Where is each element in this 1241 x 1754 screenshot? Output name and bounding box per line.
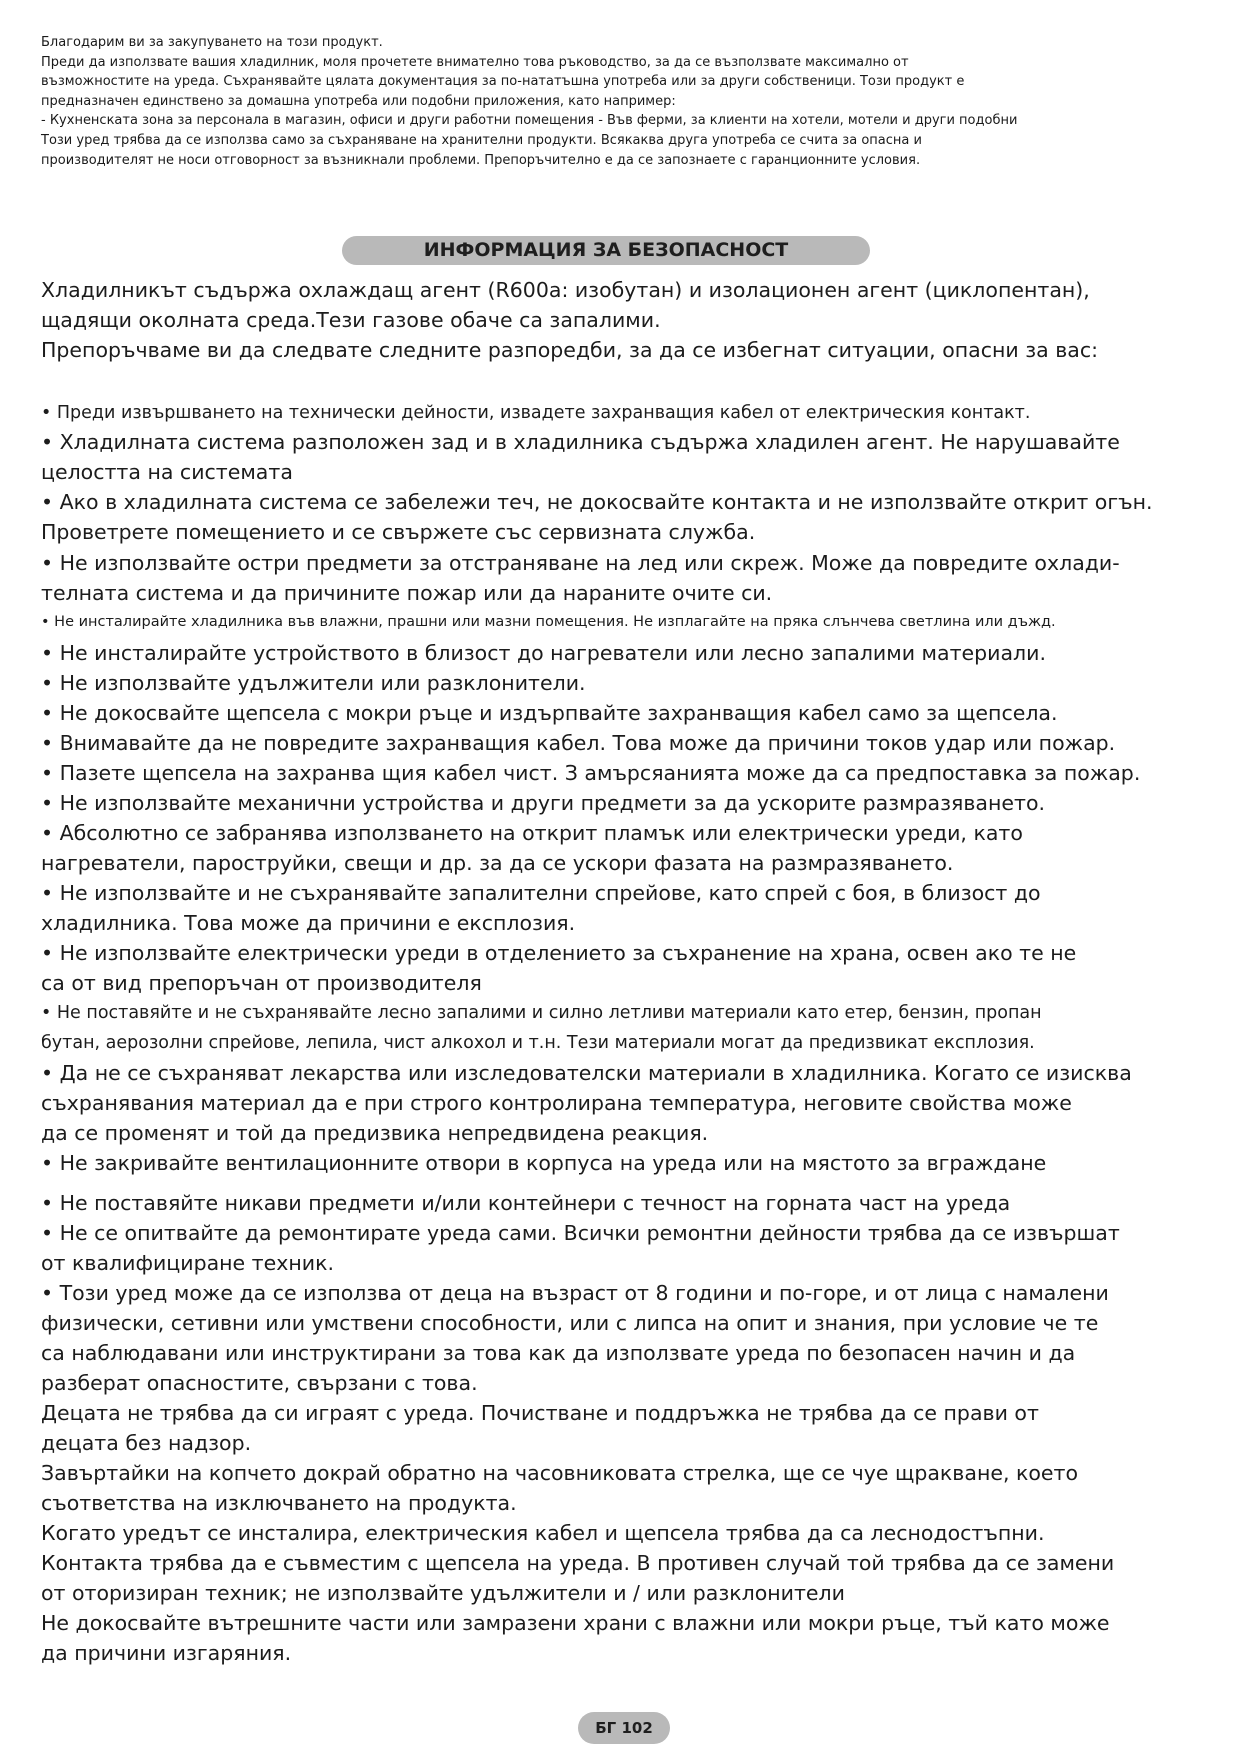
bullet-item: • Не закривайте вентилационните отвори в корпуса на уреда или на мястото за вграждане: [41, 1151, 1047, 1175]
bullet-item: • Да не се съхраняват лекарства или изследователски материали в хладилника. Когато се изисква: [41, 1061, 1132, 1085]
body-line: Проветрете помещението и се свържете със сервизната служба.: [41, 520, 756, 544]
bullet-item: • Пазете щепсела на захранва щия кабел чист. З амърсяанията може да са предпоставка за пожар.: [41, 761, 1141, 785]
body-line: Не докосвайте вътрешните части или замразени храни с влажни или мокри ръце, тъй като може: [41, 1611, 1110, 1635]
intro-line: - Кухненската зона за персонала в магазин, офиси и други работни помещения: [41, 113, 595, 129]
body-line: Децата не трябва да си играят с уреда. Почистване и поддръжка не трябва да се прави от: [41, 1401, 1039, 1425]
body-line: Хладилникът съдържа охлаждащ агент (R600a: изобутан) и изолационен агент (циклопентан),: [41, 278, 1090, 302]
bullet-item: • Не използвайте удължители или разклонители.: [41, 671, 586, 695]
body-line: бутан, аерозолни спрейове, лепила, чист алкохол и т.н. Тези материали могат да предизвикат експлозия.: [41, 1033, 1035, 1053]
body-line: децата без надзор.: [41, 1431, 252, 1455]
bullet-item: • Не се опитвайте да ремонтирате уреда сами. Всички ремонтни дейности трябва да се извършат: [41, 1221, 1120, 1245]
bullet-item: • Внимавайте да не повредите захранващия кабел. Това може да причини токов удар или пожар.: [41, 731, 1116, 755]
bullet-item: • Ако в хладилната система се забележи теч, не докосвайте контакта и не използвайте открит огън.: [41, 490, 1153, 514]
body-line: да причини изгаряния.: [41, 1641, 292, 1665]
body-line: целостта на системата: [41, 460, 293, 484]
body-line: са наблюдавани или инструктирани за това как да използвате уреда по безопасен начин и да: [41, 1341, 1076, 1365]
body-line: Препоръчваме ви да следвате следните разпоредби, за да се избегнат ситуации, опасни за вас:: [41, 338, 1099, 362]
body-line: Контакта трябва да е съвместим с щепсела на уреда. В противен случай той трябва да се замени: [41, 1551, 1115, 1575]
bullet-item: • Не използвайте механични устройства и други предмети за да ускорите размразяването.: [41, 791, 1046, 815]
intro-line: предназначен единствено за домашна употреба или подобни приложения, като например:: [41, 93, 676, 109]
intro-line: възможностите на уреда. Съхранявайте цялата документация за по-нататъшна употреба или за други собственици. Този продукт е: [41, 74, 965, 90]
body-line: от оторизиран техник; не използвайте удължители и / или разклонители: [41, 1581, 845, 1605]
bullet-item: • Не докосвайте щепсела с мокри ръце и издърпвайте захранващия кабел само за щепсела.: [41, 701, 1058, 725]
bullet-item: • Не поставяйте и не съхранявайте лесно запалими и силно летливи материали като етер, бензин, пропан: [41, 1003, 1042, 1023]
body-line: физически, сетивни или умствени способности, или с липса на опит и знания, при условие че те: [41, 1311, 1099, 1335]
body-line: Когато уредът се инсталира, електрическия кабел и щепсела трябва да са леснодостъпни.: [41, 1521, 1045, 1545]
bullet-item: • Не използвайте и не съхранявайте запалителни спрейове, като спрей с боя, в близост до: [41, 881, 1041, 905]
body-line: разберат опасностите, свързани с това.: [41, 1371, 478, 1395]
section-title: ИНФОРМАЦИЯ ЗА БЕЗОПАСНОСТ: [342, 236, 870, 265]
body-line: от квалифициране техник.: [41, 1251, 334, 1275]
bullet-item: • Този уред може да се използва от деца на възраст от 8 години и по-горе, и от лица с намалени: [41, 1281, 1109, 1305]
intro-line: Преди да използвате вашия хладилник, моля прочетете внимателно това ръководство, за да се възползвате максимално от: [41, 54, 909, 70]
bullet-item: • Преди извършването на технически дейности, извадете захранващия кабел от електрическия контакт.: [41, 403, 1031, 423]
bullet-item: • Не използвайте електрически уреди в отделението за съхранение на храна, освен ако те не: [41, 941, 1077, 965]
bullet-item: • Не инсталирайте устройството в близост до нагреватели или лесно запалими материали.: [41, 641, 1046, 665]
bullet-item: • Не инсталирайте хладилника във влажни, прашни или мазни помещения. Не изплагайте на пряка слънчева светлина или дъжд.: [41, 614, 1056, 630]
intro-line: Благодарим ви за закупуването на този продукт.: [41, 35, 383, 50]
body-line: са от вид препоръчан от производителя: [41, 971, 482, 995]
bullet-item: • Хладилната система разположен зад и в хладилника съдържа хладилен агент. Не нарушавайте: [41, 430, 1120, 454]
bullet-item: • Не поставяйте никави предмети и/или контейнери с течност на горната част на уреда: [41, 1191, 1011, 1215]
page-number: БГ 102: [578, 1712, 670, 1744]
intro-line: - Във ферми, за клиенти на хотели, мотели и други подобни: [598, 113, 1018, 129]
body-line: нагреватели, пароструйки, свещи и др. за да се ускори фазата на размразяването.: [41, 851, 954, 875]
body-line: щадящи околната среда.Тези газове обаче са запалими.: [41, 308, 661, 332]
bullet-item: • Не използвайте остри предмети за отстраняване на лед или скреж. Може да повредите охлади-: [41, 551, 1120, 575]
intro-line: производителят не носи отговорност за възникнали проблеми. Препоръчително е да се запознаете с гаранционните условия.: [41, 152, 921, 168]
intro-line: Този уред трябва да се използва само за съхраняване на хранителни продукти. Всякаква друга употреба се счита за опасна и: [41, 132, 922, 148]
body-line: хладилника. Това може да причини е експлозия.: [41, 911, 576, 935]
body-line: телната система и да причините пожар или да нараните очите си.: [41, 581, 773, 605]
body-line: съответства на изключването на продукта.: [41, 1491, 517, 1515]
body-line: да се променят и той да предизвика непредвидена реакция.: [41, 1121, 709, 1145]
bullet-item: • Абсолютно се забранява използването на открит пламък или електрически уреди, като: [41, 821, 1023, 845]
intro-block: [41, 33, 1201, 170]
body-line: съхранявания материал да е при строго контролирана температура, неговите свойства може: [41, 1091, 1072, 1115]
body-line: Завъртайки на копчето докрай обратно на часовниковата стрелка, ще се чуе щракване, което: [41, 1461, 1079, 1485]
